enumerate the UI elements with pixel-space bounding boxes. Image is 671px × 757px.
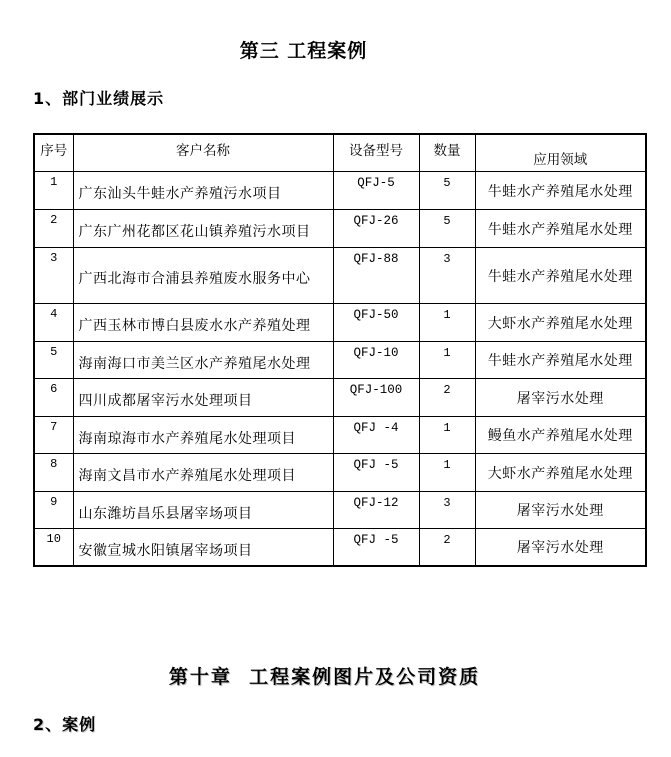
- cell-customer: 广东广州花都区花山镇养殖污水项目: [73, 209, 333, 247]
- cell-quantity: 1: [419, 416, 475, 453]
- header-field: 应用领域: [475, 134, 646, 171]
- cell-customer: 海南海口市美兰区水产养殖尾水处理: [73, 341, 333, 378]
- cell-serial: 6: [34, 378, 73, 416]
- cell-model: QFJ-50: [333, 303, 419, 341]
- cell-field: 屠宰污水处理: [475, 378, 646, 416]
- cell-customer: 广西北海市合浦县养殖废水服务中心: [73, 247, 333, 303]
- table-row: [34, 378, 646, 416]
- header-customer: 客户名称: [73, 134, 333, 171]
- cell-customer: 广东汕头牛蛙水产养殖污水项目: [73, 171, 333, 209]
- cell-field: 大虾水产养殖尾水处理: [475, 453, 646, 491]
- cell-quantity: 2: [419, 528, 475, 566]
- table-row: [34, 341, 646, 378]
- cell-model: QFJ-100: [333, 378, 419, 416]
- table-row: [34, 416, 646, 453]
- cell-field: 屠宰污水处理: [475, 528, 646, 566]
- table-row: [34, 528, 646, 566]
- cell-customer: 安徽宣城水阳镇屠宰场项目: [73, 528, 333, 566]
- cell-model: QFJ-5: [333, 171, 419, 209]
- cell-customer: 海南琼海市水产养殖尾水处理项目: [73, 416, 333, 453]
- table-row: [34, 171, 646, 209]
- cell-model: QFJ-10: [333, 341, 419, 378]
- cell-field: 大虾水产养殖尾水处理: [475, 303, 646, 341]
- header-model: 设备型号: [333, 134, 419, 171]
- cell-quantity: 5: [419, 171, 475, 209]
- cell-serial: 10: [34, 528, 73, 566]
- cell-quantity: 1: [419, 303, 475, 341]
- cases-table: [33, 133, 647, 567]
- page-title: 第三 工程案例: [239, 40, 368, 62]
- cell-customer: 四川成都屠宰污水处理项目: [73, 378, 333, 416]
- cell-serial: 4: [34, 303, 73, 341]
- table-row: [34, 453, 646, 491]
- cell-quantity: 5: [419, 209, 475, 247]
- cell-model: QFJ -4: [333, 416, 419, 453]
- cell-quantity: 2: [419, 378, 475, 416]
- cell-serial: 5: [34, 341, 73, 378]
- cell-serial: 8: [34, 453, 73, 491]
- cell-field: 鳗鱼水产养殖尾水处理: [475, 416, 646, 453]
- cell-field: 牛蛙水产养殖尾水处理: [475, 247, 646, 303]
- cell-model: QFJ-88: [333, 247, 419, 303]
- cell-serial: 2: [34, 209, 73, 247]
- table-row: [34, 303, 646, 341]
- cell-model: QFJ-26: [333, 209, 419, 247]
- chapter-heading: 第十章 工程案例图片及公司资质: [168, 666, 481, 688]
- header-serial: 序号: [34, 134, 73, 171]
- table-row: [34, 209, 646, 247]
- cell-serial: 3: [34, 247, 73, 303]
- cell-serial: 1: [34, 171, 73, 209]
- table-row: [34, 247, 646, 303]
- section-2-heading: 2、案例: [33, 715, 97, 734]
- cell-customer: 山东潍坊昌乐县屠宰场项目: [73, 491, 333, 528]
- cell-customer: 海南文昌市水产养殖尾水处理项目: [73, 453, 333, 491]
- cell-field: 屠宰污水处理: [475, 491, 646, 528]
- cell-model: QFJ-12: [333, 491, 419, 528]
- cell-quantity: 3: [419, 247, 475, 303]
- table-row: [34, 491, 646, 528]
- cell-quantity: 1: [419, 453, 475, 491]
- cell-quantity: 3: [419, 491, 475, 528]
- section-1-heading: 1、部门业绩展示: [33, 89, 165, 108]
- cell-field: 牛蛙水产养殖尾水处理: [475, 341, 646, 378]
- header-quantity: 数量: [419, 134, 475, 171]
- cell-model: QFJ -5: [333, 528, 419, 566]
- cell-field: 牛蛙水产养殖尾水处理: [475, 171, 646, 209]
- cell-model: QFJ -5: [333, 453, 419, 491]
- cell-customer: 广西玉林市博白县废水水产养殖处理: [73, 303, 333, 341]
- cell-quantity: 1: [419, 341, 475, 378]
- cell-serial: 7: [34, 416, 73, 453]
- table-header-row: [34, 134, 646, 171]
- cell-field: 牛蛙水产养殖尾水处理: [475, 209, 646, 247]
- cell-serial: 9: [34, 491, 73, 528]
